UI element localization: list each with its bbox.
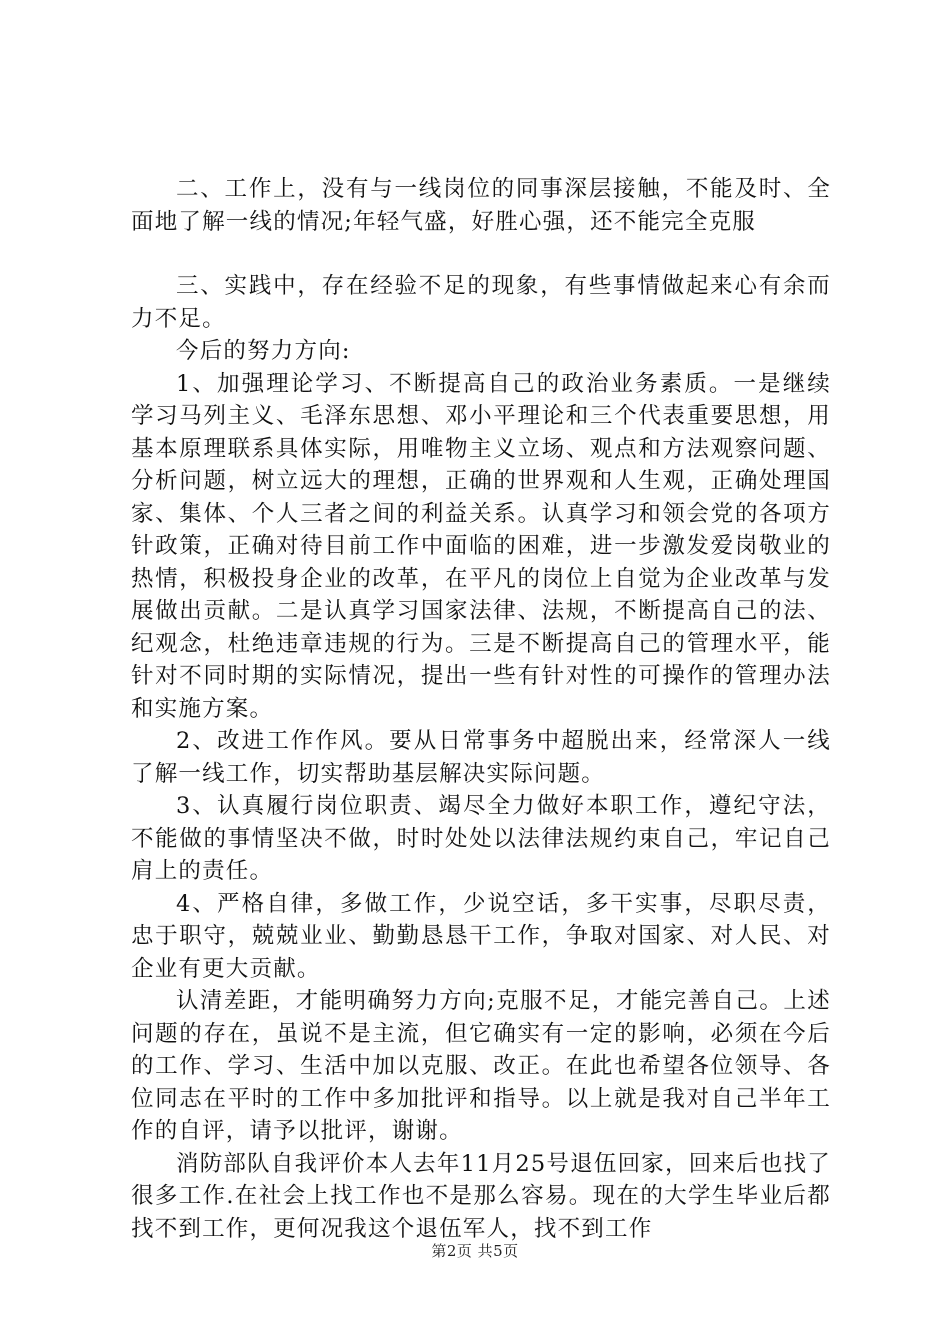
paragraph-point-4: 4、严格自律，多做工作，少说空话，多干实事，尽职尽责，忠于职守，兢兢业业、勤勤恳恳干工作，争取对国家、对人民、对企业有更大贡献。 xyxy=(131,890,831,982)
paragraph-point-2: 2、改进工作作风。要从日常事务中超脱出来，经常深人一线了解一线工作，切实帮助基层解决实际问题。 xyxy=(131,728,831,787)
paragraph-point-3: 3、认真履行岗位职责、竭尽全力做好本职工作，遵纪守法，不能做的事情坚决不做，时时处处以法律法规约束自己，牢记自己肩上的责任。 xyxy=(131,793,831,884)
page-number-footer: 第2页 共5页 xyxy=(431,1242,519,1260)
paragraph-fire-brigade: 消防部队自我评价本人去年11月25号退伍回家，回来后也找了很多工作.在社会上找工作也不是那么容易。现在的大学生毕业后都找不到工作，更何况我这个退伍军人，找不到工作 xyxy=(131,1150,831,1242)
paragraph-practice-issue: 三、实践中，存在经验不足的现象，有些事情做起来心有余而力不足。 xyxy=(131,273,831,332)
paragraph-point-1: 1、加强理论学习、不断提高自己的政治业务素质。一是继续学习马列主义、毛泽东思想、邓小平理论和三个代表重要思想，用基本原理联系具体实际，用唯物主义立场、观点和方法观察问题、分析问题，树立远大的理想，正确的世界观和人生观，正确处理国家、集体、个人三者之间的利益关系。认真学习和领会党的各项方针政策，正确对待目前工作中面临的困难，进一步激发爱岗敬业的热情，积极投身企业的改革，在平凡的岗位上自觉为企业改革与发展做出贡献。二是认真学习国家法律、法规，不断提高自己的法、纪观念，杜绝违章违规的行为。三是不断提高自己的管理水平，能针对不同时期的实际情况，提出一些有针对性的可操作的管理办法和实施方案。 xyxy=(131,370,831,722)
paragraph-direction-heading: 今后的努力方向: xyxy=(176,338,351,364)
paragraph-work-issue: 二、工作上，没有与一线岗位的同事深层接触，不能及时、全面地了解一线的情况;年轻气盛，好胜心强，还不能完全克服 xyxy=(131,176,831,235)
document-body xyxy=(131,173,831,1245)
paragraph-conclusion: 认清差距，才能明确努力方向;克服不足，才能完善自己。上述问题的存在，虽说不是主流，但它确实有一定的影响，必须在今后的工作、学习、生活中加以克服、改正。在此也希望各位领导、各位同志在平时的工作中多加批评和指导。以上就是我对自己半年工作的自评，请予以批评，谢谢。 xyxy=(131,988,831,1144)
